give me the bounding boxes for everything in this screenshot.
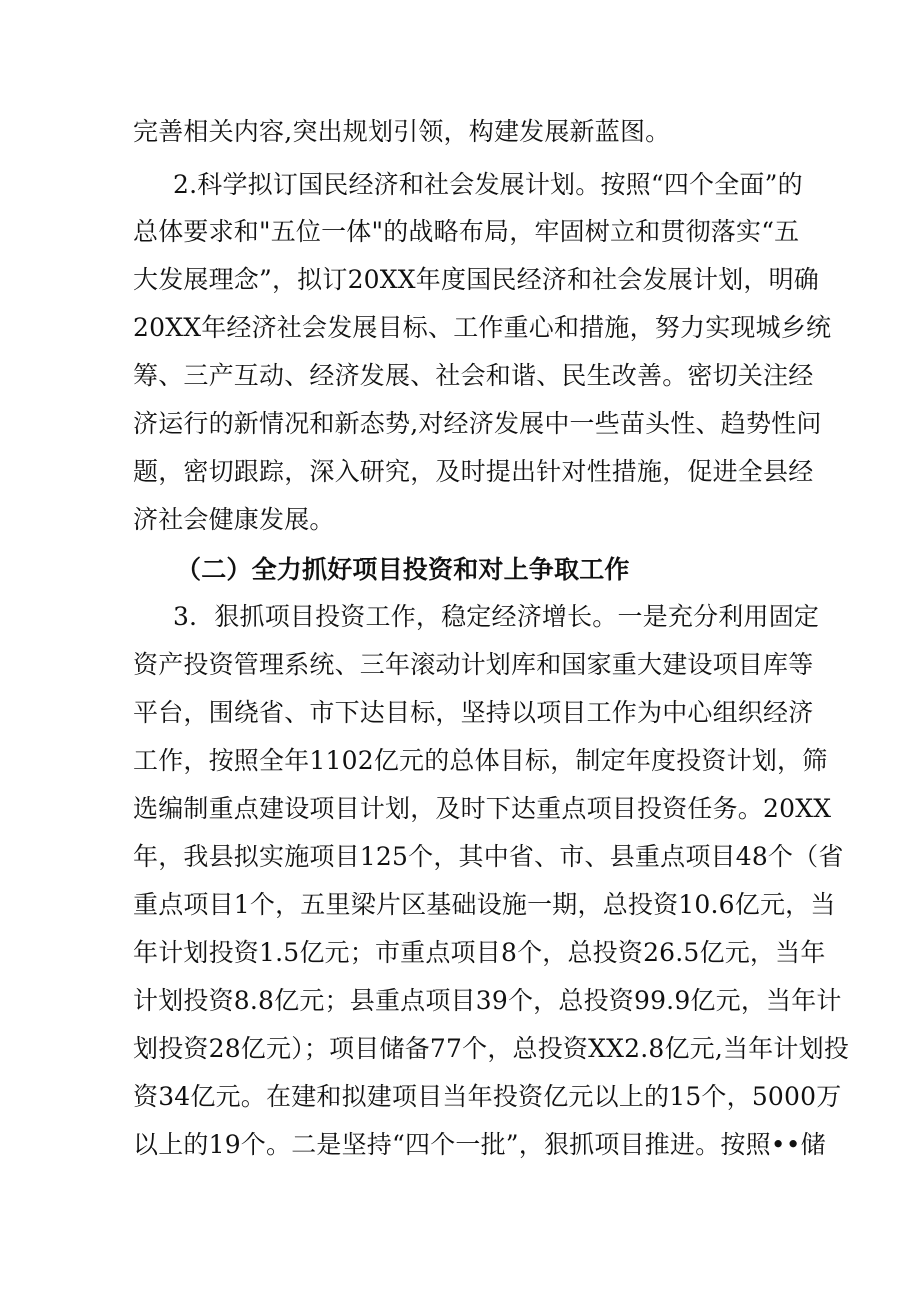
paragraph-line: 工作，按照全年1102亿元的总体目标，制定年度投资计划，筛: [133, 746, 828, 775]
paragraph-line: 完善相关内容,突出规划引领，构建发展新蓝图。: [133, 117, 671, 146]
paragraph-line: 选编制重点建设项目计划，及时下达重点项目投资任务。20XX: [133, 794, 832, 823]
paragraph-line: 年计划投资1.5亿元；市重点项目8个，总投资26.5亿元，当年: [133, 938, 826, 967]
paragraph-line: 以上的19个。二是坚持“四个一批”，狠抓项目推进。按照••储: [133, 1130, 826, 1159]
paragraph-line: 年，我县拟实施项目125个，其中省、市、县重点项目48个（省: [133, 842, 844, 871]
paragraph-line: 3．狠抓项目投资工作，稳定经济增长。一是充分利用固定: [173, 602, 820, 631]
paragraph-line: 大发展理念”，拟订20XX年度国民经济和社会发展计划，明确: [133, 265, 819, 294]
paragraph-line: 平台，围绕省、市下达目标，坚持以项目工作为中心组织经济: [133, 698, 814, 727]
paragraph-line: 资34亿元。在建和拟建项目当年投资亿元以上的15个，5000万: [133, 1082, 842, 1111]
paragraph-line: 题，密切跟踪，深入研究，及时提出针对性措施，促进全县经: [133, 457, 814, 486]
paragraph-line: 筹、三产互动、经济发展、社会和谐、民生改善。密切关注经: [133, 361, 814, 390]
paragraph-line: 资产投资管理系统、三年滚动计划库和国家重大建设项目库等: [133, 650, 814, 679]
section-heading: （二）全力抓好项目投资和对上争取工作: [176, 555, 630, 584]
paragraph-line: 重点项目1个，五里梁片区基础设施一期，总投资10.6亿元，当: [133, 890, 836, 919]
paragraph-line: 划投资28亿元）；项目储备77个，总投资XX2.8亿元,当年计划投: [133, 1034, 850, 1063]
paragraph-line: 总体要求和"五位一体"的战略布局，牢固树立和贯彻落实“五: [133, 217, 800, 246]
paragraph-line: 计划投资8.8亿元；县重点项目39个，总投资99.9亿元，当年计: [133, 986, 842, 1015]
paragraph-line: 20XX年经济社会发展目标、工作重心和措施，努力实现城乡统: [133, 313, 832, 342]
paragraph-line: 济运行的新情况和新态势,对经济发展中一些苗头性、趋势性问: [133, 409, 822, 438]
paragraph-line: 济社会健康发展。: [133, 505, 335, 534]
paragraph-line: 2.科学拟订国民经济和社会发展计划。按照“四个全面”的: [173, 170, 803, 199]
